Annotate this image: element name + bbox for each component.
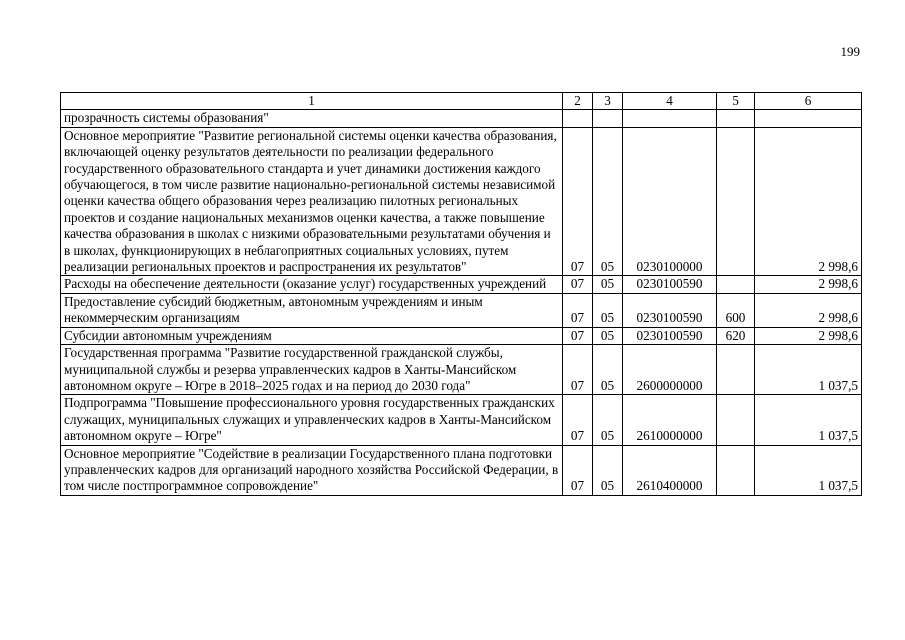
table-header-row: [61, 93, 862, 110]
table-row: [61, 293, 862, 327]
row-amount: 1 037,5: [755, 395, 862, 445]
table-row: [61, 127, 862, 276]
row-section: 07: [563, 345, 593, 395]
table-row: [61, 327, 862, 344]
row-section: 07: [563, 276, 593, 293]
row-target-article: 2600000000: [623, 345, 717, 395]
row-subsection: 05: [593, 127, 623, 276]
row-subsection: 05: [593, 395, 623, 445]
row-section: 07: [563, 293, 593, 327]
row-subsection: [593, 110, 623, 127]
row-name: Подпрограмма "Повышение профессионального уровня государственных гражданских служащих, муниципальных служащих и управленческих кадров в Ханты-Мансийском автономном округе – Югре": [61, 395, 563, 445]
table-row: [61, 276, 862, 293]
row-name: прозрачность системы образования": [61, 110, 563, 127]
row-expense-type: 600: [717, 293, 755, 327]
page-number: 199: [840, 44, 860, 59]
row-name: Предоставление субсидий бюджетным, автономным учреждениям и иным некоммерческим организациям: [61, 293, 563, 327]
row-name: Расходы на обеспечение деятельности (оказание услуг) государственных учреждений: [61, 276, 563, 293]
row-target-article: 0230100590: [623, 327, 717, 344]
row-expense-type: [717, 445, 755, 495]
row-subsection: 05: [593, 293, 623, 327]
row-amount: 2 998,6: [755, 327, 862, 344]
header-cell-5: 5: [717, 93, 755, 110]
row-expense-type: [717, 345, 755, 395]
row-target-article: 2610000000: [623, 395, 717, 445]
row-expense-type: 620: [717, 327, 755, 344]
header-cell-4: 4: [623, 93, 717, 110]
row-target-article: [623, 110, 717, 127]
row-amount: [755, 110, 862, 127]
row-amount: 1 037,5: [755, 445, 862, 495]
row-amount: 2 998,6: [755, 127, 862, 276]
row-section: 07: [563, 127, 593, 276]
table-row: [61, 345, 862, 395]
row-name: Субсидии автономным учреждениям: [61, 327, 563, 344]
header-cell-1: 1: [61, 93, 563, 110]
row-subsection: 05: [593, 345, 623, 395]
row-amount: 2 998,6: [755, 276, 862, 293]
row-amount: 2 998,6: [755, 293, 862, 327]
header-cell-3: 3: [593, 93, 623, 110]
row-target-article: 2610400000: [623, 445, 717, 495]
row-expense-type: [717, 110, 755, 127]
row-subsection: 05: [593, 327, 623, 344]
row-target-article: 0230100000: [623, 127, 717, 276]
row-name: Основное мероприятие "Развитие региональной системы оценки качества образования, включающей оценку результатов деятельности по реализации федерального государственного образовательного стандарта и учет динамики достижения каждого обучающегося, в том числе развитие национально-региональной системы независимой оценки качества общего образования через реализацию пилотных региональных проектов и создание национальных механизмов оценки качества, а также повышение качества образования в школах с низкими образовательными результатами обучения и в школах, функционирующих в неблагоприятных социальных условиях, путем реализации региональных проектов и распространения их результатов": [61, 127, 563, 276]
row-expense-type: [717, 395, 755, 445]
row-target-article: 0230100590: [623, 293, 717, 327]
row-section: 07: [563, 395, 593, 445]
budget-table: [60, 92, 862, 496]
row-name: Основное мероприятие "Содействие в реализации Государственного плана подготовки управленческих кадров для организаций народного хозяйства Российской Федерации, в том числе постпрограммное сопровождение": [61, 445, 563, 495]
table-row: [61, 395, 862, 445]
row-target-article: 0230100590: [623, 276, 717, 293]
header-cell-6: 6: [755, 93, 862, 110]
row-expense-type: [717, 127, 755, 276]
row-section: 07: [563, 327, 593, 344]
row-expense-type: [717, 276, 755, 293]
row-amount: 1 037,5: [755, 345, 862, 395]
row-section: [563, 110, 593, 127]
row-subsection: 05: [593, 276, 623, 293]
table-row: [61, 110, 862, 127]
row-subsection: 05: [593, 445, 623, 495]
header-cell-2: 2: [563, 93, 593, 110]
row-name: Государственная программа "Развитие государственной гражданской службы, муниципальной службы и резерва управленческих кадров в Ханты-Мансийском автономном округе – Югре в 2018–2025 годах и на период до 2030 года": [61, 345, 563, 395]
row-section: 07: [563, 445, 593, 495]
table-row: [61, 445, 862, 495]
